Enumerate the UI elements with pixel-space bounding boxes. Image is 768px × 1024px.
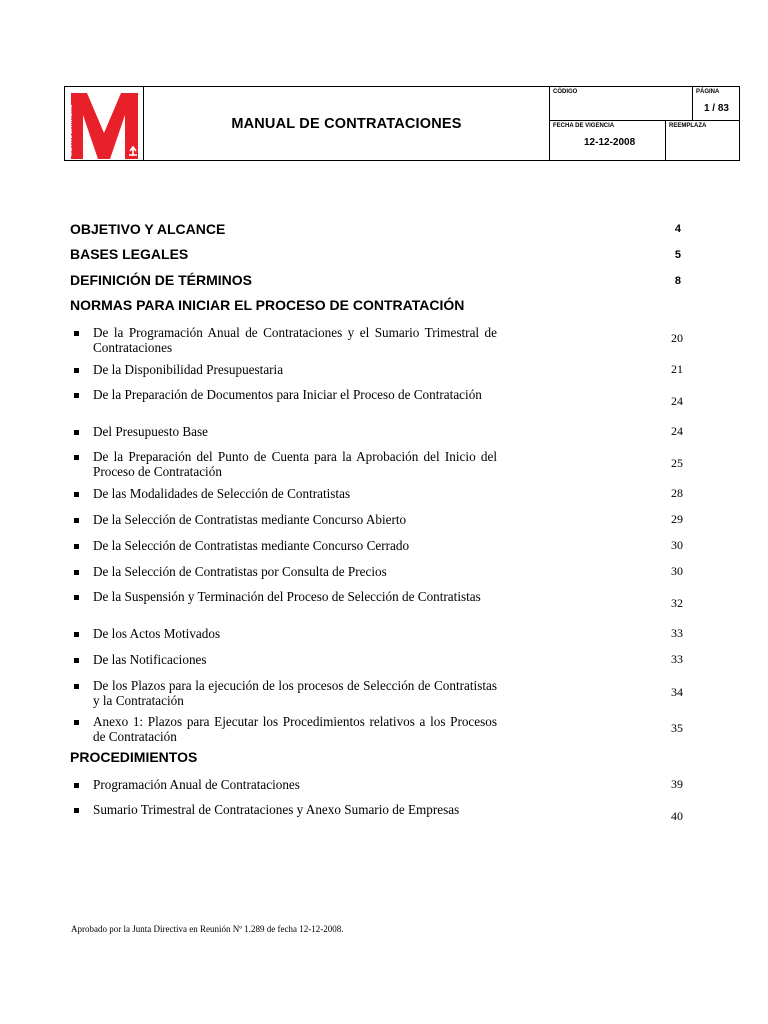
toc-item-text: De la Selección de Contratistas mediante Concurso Cerrado [93, 538, 410, 553]
toc-item-text: De los Actos Motivados [93, 626, 221, 641]
bullet-icon [74, 368, 79, 373]
logo-wordmark: METROCARACAS [68, 104, 74, 156]
toc-item-text: De las Modalidades de Selección de Contratistas [93, 486, 351, 501]
fecha-cell [550, 121, 666, 160]
toc-item-page: 21 [671, 362, 683, 376]
pagina-label: PÁGINA [696, 89, 720, 95]
toc-item-page: 28 [671, 486, 683, 500]
toc-item-text: De la Disponibilidad Presupuestaria [93, 362, 284, 377]
pagina-cell [693, 87, 739, 121]
toc-section-page: 5 [674, 249, 681, 261]
toc-item-page: 30 [671, 564, 683, 578]
toc-item-text: Programación Anual de Contrataciones [93, 777, 300, 792]
toc-section-title[interactable]: BASES LEGALES [70, 246, 189, 262]
bullet-icon [74, 331, 79, 336]
pagina-value: 1 / 83 [703, 103, 729, 114]
toc-item-page: 39 [671, 777, 683, 791]
toc-item-text: Sumario Trimestral de Contrataciones y Anexo Sumario de Empresas [93, 802, 460, 817]
document-header [64, 86, 740, 161]
toc-item-page: 24 [671, 424, 683, 438]
reemplaza-cell [666, 121, 739, 160]
toc-section-title[interactable]: NORMAS PARA INICIAR EL PROCESO DE CONTRATACIÓN [70, 297, 465, 313]
toc-item-page: 25 [671, 456, 683, 470]
bullet-icon [74, 808, 79, 813]
toc-item-text: De la Suspensión y Terminación del Proceso de Selección de Contratistas [93, 589, 481, 604]
bullet-icon [74, 455, 79, 460]
toc-item-page: 40 [671, 809, 683, 823]
bullet-icon [74, 658, 79, 663]
bullet-icon [74, 492, 79, 497]
toc-item[interactable] [70, 714, 685, 748]
cut-off-line [71, 935, 376, 939]
codigo-label: CÓDIGO [553, 89, 578, 95]
toc-section-page: 4 [674, 223, 681, 235]
bullet-icon [74, 430, 79, 435]
bullet-icon [74, 632, 79, 637]
toc-item-page: 24 [671, 394, 683, 408]
toc-item[interactable] [70, 449, 685, 483]
toc-item-page: 33 [671, 626, 683, 640]
toc-item-page: 29 [671, 512, 683, 526]
toc-item-text: Anexo 1: Plazos para Ejecutar los Procedimientos relativos a los Procesos de Contratación [93, 714, 497, 744]
toc-item-text: De las Notificaciones [93, 652, 207, 667]
toc-item-text: De los Plazos para la ejecución de los procesos de Selección de Contratistas y la Contratación [93, 678, 497, 708]
bullet-icon [74, 570, 79, 575]
bullet-icon [74, 684, 79, 689]
toc-item-page: 33 [671, 652, 683, 666]
toc-item-text: De la Programación Anual de Contrataciones y el Sumario Trimestral de Contrataciones [93, 325, 497, 355]
bullet-icon [74, 595, 79, 600]
toc-item[interactable] [70, 678, 685, 712]
toc-item-text: Del Presupuesto Base [93, 424, 209, 439]
toc-item-page: 32 [671, 596, 683, 610]
toc-item[interactable] [70, 387, 685, 421]
bullet-icon [74, 518, 79, 523]
toc-item-text: De la Preparación del Punto de Cuenta para la Aprobación del Inicio del Proceso de Contratación [93, 449, 497, 479]
toc-item-page: 34 [671, 685, 683, 699]
toc-item[interactable] [70, 325, 685, 359]
fecha-value: 12-12-2008 [584, 137, 636, 148]
toc-section-title[interactable]: PROCEDIMIENTOS [70, 749, 198, 765]
bullet-icon [74, 720, 79, 725]
reemplaza-label: REEMPLAZA [669, 123, 707, 129]
document-title: MANUAL DE CONTRATACIONES [144, 87, 550, 160]
toc-item[interactable] [70, 589, 685, 623]
toc-item[interactable] [70, 802, 685, 836]
toc-section-title[interactable]: DEFINICIÓN DE TÉRMINOS [70, 272, 253, 288]
toc-item-text: De la Selección de Contratistas mediante Concurso Abierto [93, 512, 407, 527]
toc-section-title[interactable]: OBJETIVO Y ALCANCE [70, 221, 226, 237]
metrocaracas-logo [65, 87, 144, 160]
toc-item-text: De la Selección de Contratistas por Consulta de Precios [93, 564, 387, 579]
toc-item-page: 30 [671, 538, 683, 552]
toc-item-page: 20 [671, 331, 683, 345]
fecha-label: FECHA DE VIGENCIA [553, 123, 615, 129]
approval-note: Aprobado por la Junta Directiva en Reunión Nº 1.289 de fecha 12-12-2008. [71, 924, 344, 934]
bullet-icon [74, 393, 79, 398]
toc-section-page: 8 [674, 275, 681, 287]
toc-item-page: 35 [671, 721, 683, 735]
bullet-icon [74, 544, 79, 549]
bullet-icon [74, 783, 79, 788]
toc-item-text: De la Preparación de Documentos para Iniciar el Proceso de Contratación [93, 387, 482, 402]
codigo-cell [550, 87, 693, 121]
